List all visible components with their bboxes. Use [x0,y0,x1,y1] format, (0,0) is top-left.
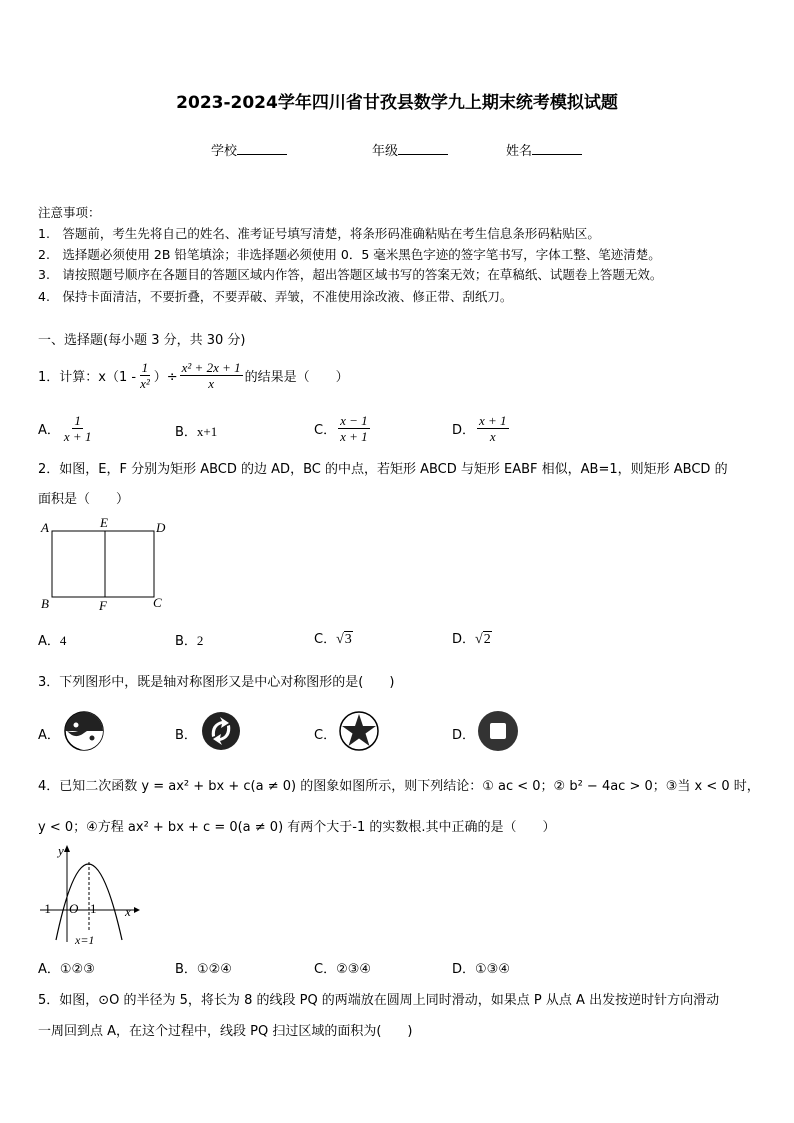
option-label: C． [314,728,337,743]
q1-option-a[interactable] [38,413,95,444]
q3-option-d[interactable] [452,724,475,743]
q1-option-c[interactable] [314,413,372,444]
q1-fraction-1: $\frac{1}{\text{x²}}$ [140,360,150,391]
q1-a-fraction: $\frac{1}{x + 1}$ [63,413,92,444]
option-label: B． [175,425,197,440]
parabola-figure [36,840,146,952]
q1-suffix: 的结果是（ ） [244,370,349,385]
option-label: C． [314,423,337,438]
note-item: 3. 请按照题号顺序在各题目的答题区域内作答，超出答题区域书写的答案无效；在草稿纸、试题卷上答题无效。 [38,267,663,282]
yin-yang-icon [63,710,105,752]
q3-option-b[interactable] [175,724,197,743]
label-neg-1: -1 [40,901,51,916]
school-label: 学校 [211,144,238,159]
label-c: C [153,595,162,610]
q4-option-c[interactable] [314,958,371,977]
label-axis-equation: x=1 [75,933,95,947]
option-label: D． [452,728,476,743]
school-field[interactable] [211,140,287,159]
rectangle-figure [36,514,171,614]
x-axis-arrow [134,907,140,913]
label-one: 1 [90,901,97,916]
q3-option-c[interactable] [314,724,336,743]
sqrt-3: √3 [336,632,352,647]
name-field[interactable] [506,140,582,159]
question-1-stem [38,360,349,391]
label-origin: O [69,901,79,916]
name-blank[interactable] [532,142,582,155]
option-label: B． [175,962,197,977]
label-e: E [100,515,108,530]
q4-a-text: ①②③ [59,962,95,977]
option-label: C． [314,962,337,977]
q4-option-a[interactable] [38,958,95,977]
question-3-stem: 3．下列图形中，既是轴对称图形又是中心对称图形的是( ) [38,675,395,690]
label-b: B [41,596,49,611]
option-label: D． [452,632,476,647]
note-item: 1. 答题前，考生先将自己的姓名、准考证号填写清楚，将条形码准确粘贴在考生信息条形码粘贴区。 [38,226,600,241]
section-heading: 一、选择题(每小题 3 分，共 30 分) [38,333,246,348]
option-label: D． [452,423,476,438]
name-label: 姓名 [506,144,533,159]
notes-heading: 注意事项： [38,205,101,220]
question-5-line-1: 5．如图，⊙O 的半径为 5，将长为 8 的线段 PQ 的两端放在圆周上同时滑动，如果点 P 从点 A 出发按逆时针方向滑动 [38,993,720,1008]
option-label: C． [314,632,337,647]
q2-a-text: 4 [59,633,67,648]
option-label: A． [38,634,60,649]
y-axis-arrow [64,845,70,852]
square-in-circle-icon [477,710,519,752]
option-label: A． [38,962,60,977]
label-a: A [41,520,49,535]
school-blank[interactable] [237,142,287,155]
q1-fraction-2: $\frac{\text{x² + 2x + 1}}{x}$ [181,360,241,391]
exam-title: 2023-2024学年四川省甘孜县数学九上期末统考模拟试题 [176,93,618,113]
q1-b-text: x+1 [196,424,218,439]
rectangle-abcd [52,531,154,597]
label-d: D [156,520,166,535]
q2-option-a[interactable] [38,630,66,649]
q1-option-d[interactable] [452,413,511,444]
option-label: D． [452,962,476,977]
question-5-line-2: 一周回到点 A，在这个过程中，线段 PQ 扫过区域的面积为( ) [38,1024,413,1039]
sqrt-2: √2 [475,632,491,647]
option-label: A． [38,423,60,438]
note-item: 2. 选择题必须使用 2B 铅笔填涂；非选择题必须使用 0．5 毫米黑色字迹的签字笔书写，字体工整、笔迹清楚。 [38,247,661,262]
star-in-circle-icon [338,710,380,752]
q1-option-b[interactable] [175,421,217,440]
grade-blank[interactable] [398,142,448,155]
question-4-line-2: y < 0；④方程 ax² + bx + c = 0(a ≠ 0) 有两个大于-1 的实数根.其中正确的是（ ） [38,820,556,835]
label-y: y [58,843,64,858]
q2-option-d[interactable] [452,628,492,648]
question-2-line-1: 2．如图，E，F 分别为矩形 ABCD 的边 AD，BC 的中点，若矩形 ABCD 与矩形 EABF 相似，AB=1，则矩形 ABCD 的 [38,462,728,477]
option-label: B． [175,728,197,743]
q4-d-text: ①③④ [475,962,510,977]
label-f: F [99,598,107,613]
option-label: B． [175,634,197,649]
q2-b-text: 2 [196,633,204,648]
q1-mid: ）÷ [153,370,178,385]
recycle-arrows-icon [200,710,242,752]
q1-d-fraction: $\frac{x + 1}{x}$ [479,413,507,444]
grade-label: 年级 [372,144,399,159]
question-2-line-2: 面积是（ ） [38,492,130,507]
q4-option-d[interactable] [452,958,510,977]
q2-option-b[interactable] [175,630,203,649]
q4-option-b[interactable] [175,958,232,977]
grade-field[interactable] [372,140,448,159]
q4-c-text: ②③④ [336,962,372,977]
q3-option-a[interactable] [38,724,60,743]
q4-b-text: ①②④ [196,962,232,977]
q1-c-fraction: $\frac{x - 1}{x + 1}$ [340,413,368,444]
q1-prefix: 1．计算：x（1 - [38,370,137,385]
note-item: 4. 保持卡面清洁，不要折叠，不要弄破、弄皱，不准使用涂改液、修正带、刮纸刀。 [38,289,513,304]
label-x: x [125,904,131,919]
q2-option-c[interactable] [314,628,353,648]
question-4-line-1: 4．已知二次函数 y = ax² + bx + c(a ≠ 0) 的图象如图所示，则下列结论：① ac < 0；② b² − 4ac > 0；③当 x < 0 时， [38,779,760,794]
option-label: A． [38,728,60,743]
